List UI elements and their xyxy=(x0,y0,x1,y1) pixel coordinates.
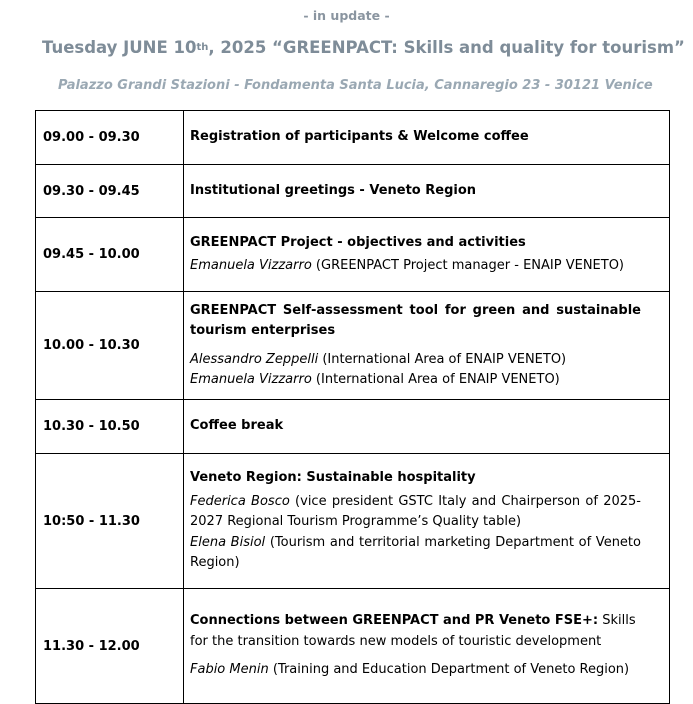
speaker-name: Alessandro Zeppelli xyxy=(190,351,319,367)
agenda-row xyxy=(36,400,670,454)
update-status: - in update - xyxy=(303,8,390,23)
speaker xyxy=(190,492,641,533)
agenda-item xyxy=(184,400,670,454)
agenda-row xyxy=(36,292,670,400)
agenda-item xyxy=(184,165,670,218)
agenda-title: GREENPACT Project - objectives and activities xyxy=(190,234,526,250)
speaker-role: (International Area of ENAIP VENETO) xyxy=(311,372,560,387)
agenda-title: Veneto Region: Sustainable hospitality xyxy=(190,470,476,486)
agenda-time: 09.00 - 09.30 xyxy=(36,111,184,165)
agenda-row xyxy=(36,589,670,704)
agenda-title-rest: Skills for the transition towards new models of touristic development xyxy=(190,613,636,649)
speaker-name: Federica Bosco xyxy=(190,493,290,509)
agenda-title: Coffee break xyxy=(190,418,284,434)
agenda-item xyxy=(184,589,670,704)
speaker-name: Emanuela Vizzarro xyxy=(190,372,312,387)
speaker-role: (vice president GSTC Italy and Chairperson of 2025-2027 Regional Tourism Programme’s Quality table) xyxy=(190,493,641,530)
agenda-row xyxy=(36,218,670,292)
speaker xyxy=(190,350,641,371)
agenda-row xyxy=(36,454,670,589)
agenda-time: 10:50 - 11.30 xyxy=(36,454,184,589)
agenda-time: 11.30 - 12.00 xyxy=(36,589,184,704)
agenda-time: 10.00 - 10.30 xyxy=(36,292,184,400)
agenda-title-bold: Connections between GREENPACT and PR Veneto FSE+: xyxy=(190,613,599,629)
speaker-role: (GREENPACT Project manager - ENAIP VENETO) xyxy=(311,258,625,273)
agenda-item xyxy=(184,218,670,292)
speaker-role: (International Area of ENAIP VENETO) xyxy=(318,351,567,367)
agenda-row xyxy=(36,165,670,218)
agenda-title: GREENPACT Self-assessment tool for green and sustainable tourism enterprises xyxy=(190,302,641,338)
agenda-item xyxy=(184,454,670,589)
agenda-time: 10.30 - 10.50 xyxy=(36,400,184,454)
agenda-table xyxy=(35,110,670,704)
speaker-role: (Training and Education Department of Veneto Region) xyxy=(268,662,630,678)
speaker-name: Fabio Menin xyxy=(190,662,269,678)
event-title xyxy=(42,38,685,57)
speaker-role: (Tourism and territorial marketing Department of Veneto Region) xyxy=(190,534,641,571)
title-date-suffix: th xyxy=(196,42,209,53)
speaker xyxy=(190,533,641,574)
speaker-name: Elena Bisiol xyxy=(190,534,266,550)
agenda-title: Registration of participants & Welcome coffee xyxy=(190,129,529,145)
agenda-time: 09.30 - 09.45 xyxy=(36,165,184,218)
agenda-time: 09.45 - 10.00 xyxy=(36,218,184,292)
speaker xyxy=(190,660,641,681)
title-event-name: , 2025 “GREENPACT: Skills and quality for tourism” xyxy=(208,38,685,57)
speaker xyxy=(190,256,641,277)
speaker xyxy=(190,370,641,391)
title-date: Tuesday JUNE 10 xyxy=(42,38,197,57)
agenda-title: Institutional greetings - Veneto Region xyxy=(190,182,477,198)
agenda-title xyxy=(190,611,641,652)
speaker-name: Emanuela Vizzarro xyxy=(190,258,312,273)
agenda-row xyxy=(36,111,670,165)
agenda-item xyxy=(184,292,670,400)
event-venue: Palazzo Grandi Stazioni - Fondamenta Santa Lucia, Cannaregio 23 - 30121 Venice xyxy=(58,78,653,93)
agenda-item xyxy=(184,111,670,165)
